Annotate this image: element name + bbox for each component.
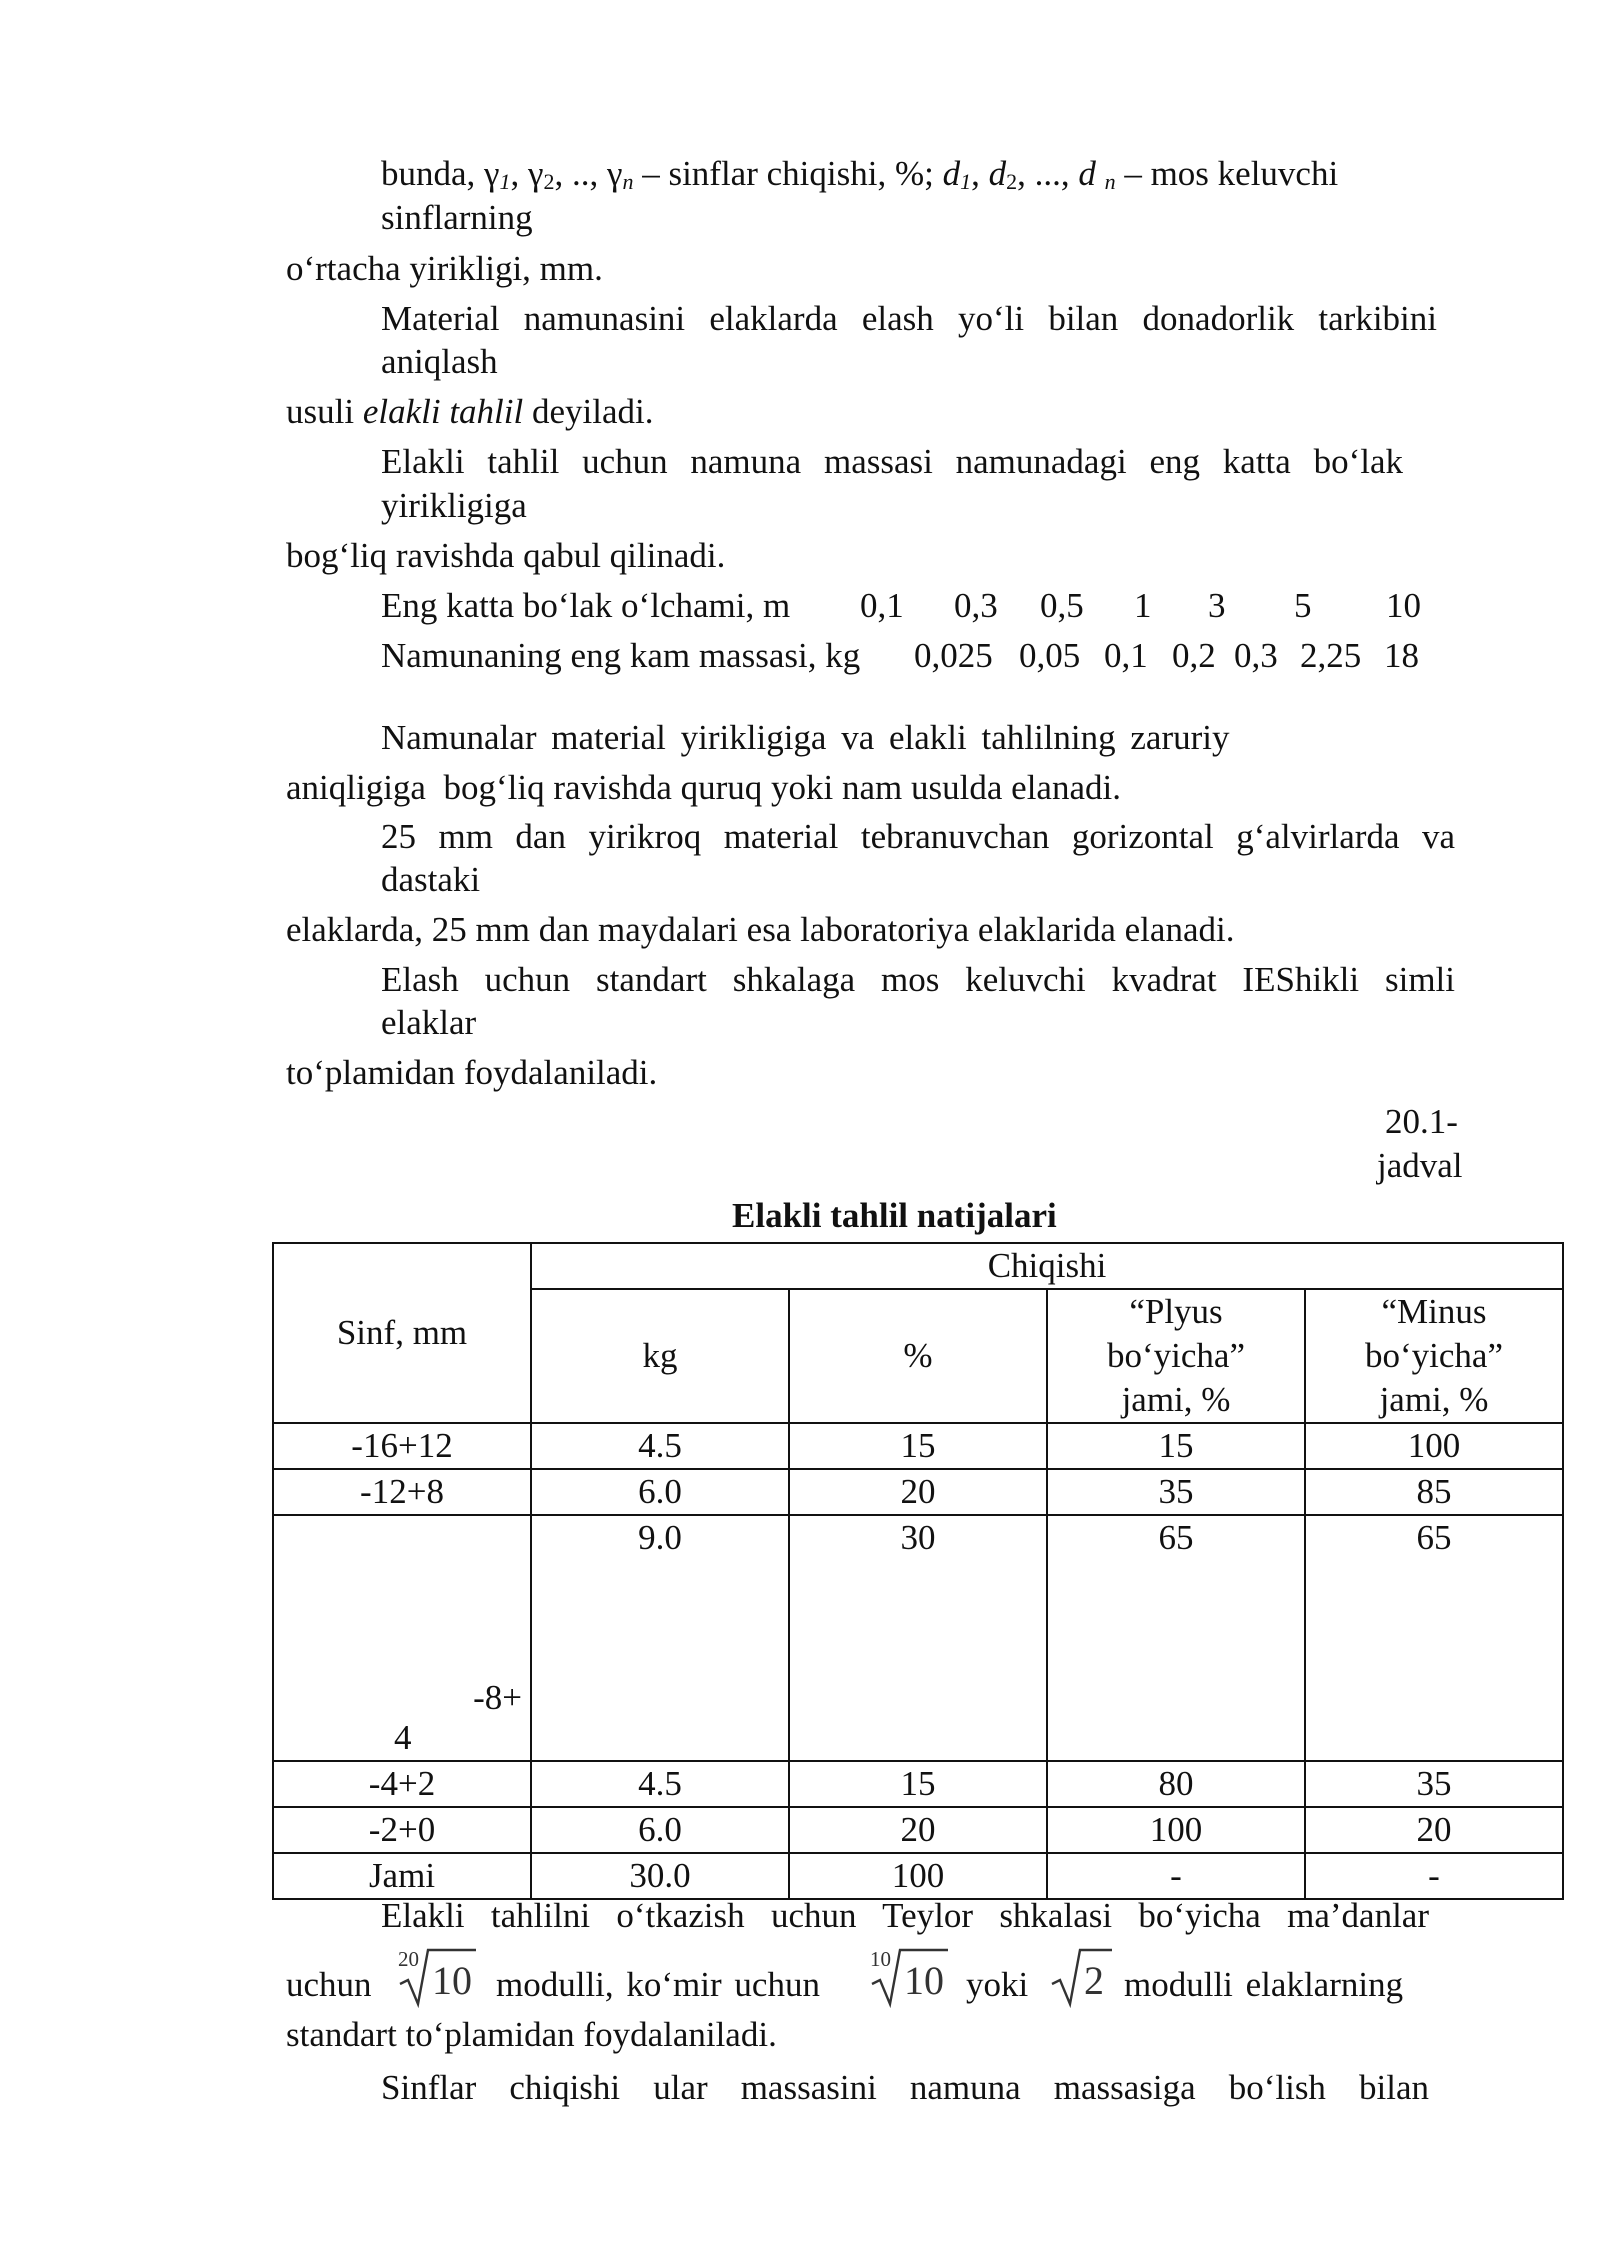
cell-sinf: -4+2 — [273, 1761, 531, 1807]
root-sqrt-2 — [1048, 1944, 1114, 2008]
cell-plus: 100 — [1047, 1807, 1305, 1853]
root-10-of-10 — [868, 1944, 950, 2008]
size-value: 5 — [1294, 586, 1312, 625]
p3-line2: yirikligiga — [381, 486, 527, 525]
p8-line3: standart to‘plamidan foydalaniladi. — [286, 2015, 777, 2054]
mass-value: 0,05 — [1019, 636, 1081, 675]
p8-yoki: yoki — [966, 1965, 1029, 2004]
cell-sinf-part1: -8+ — [473, 1678, 522, 1717]
cell-minus: 85 — [1305, 1469, 1563, 1515]
p6-line1: 25 mm dan yirikroq material tebranuvchan gorizontal g‘alvirlarda va — [381, 817, 1455, 856]
size-value: 1 — [1134, 586, 1152, 625]
table-row — [273, 1761, 1563, 1807]
cell-plus: 65 — [1047, 1515, 1305, 1761]
table-row-total — [273, 1853, 1563, 1899]
p8-line1: Elakli tahlilni o‘tkazish uchun Teylor shkalasi bo‘yicha ma’danlar — [381, 1896, 1429, 1935]
cell-percent: 20 — [789, 1469, 1047, 1515]
mass-value: 0,025 — [914, 636, 993, 675]
svg-text:10: 10 — [870, 1947, 891, 1971]
cell-percent: 30 — [789, 1515, 1047, 1761]
cell-sinf: -2+0 — [273, 1807, 531, 1853]
p1-line1: bunda, $\gamma_1$, $\gamma_2$, .., $\gamma_n$ – sinflar chiqishi, %; $d_1$, $d_2$, ..., d $_n$ – mos keluvchi — [381, 154, 1339, 194]
p7-line3: to‘plamidan foydalaniladi. — [286, 1053, 658, 1092]
header-chiqishi: Chiqishi — [531, 1243, 1563, 1289]
mass-value: 2,25 — [1300, 636, 1362, 675]
p9-line1: Sinflar chiqishi ular massasini namuna massasiga bo‘lish bilan — [381, 2068, 1429, 2107]
p5-line1: Namunalar material yirikligiga va elakli tahlilning zaruriy — [381, 718, 1230, 757]
size-row-label: Eng katta bo‘lak o‘lchami, m — [381, 586, 791, 625]
svg-text:20: 20 — [398, 1947, 419, 1971]
p6-line2: dastaki — [381, 860, 481, 899]
header-plus-total: “Plyus bo‘yicha” jami, % — [1047, 1289, 1305, 1423]
table-row — [273, 1469, 1563, 1515]
p2-line3: usuli elakli tahlil deyiladi. — [286, 392, 654, 431]
cell-kg: 4.5 — [531, 1761, 789, 1807]
cell-percent: 20 — [789, 1807, 1047, 1853]
table-row — [273, 1423, 1563, 1469]
cell-sinf — [273, 1515, 531, 1761]
p7-line1: Elash uchun standart shkalaga mos keluvchi kvadrat IEShikli simli — [381, 960, 1455, 999]
p2-line1: Material namunasini elaklarda elash yo‘li bilan donadorlik tarkibini — [381, 299, 1437, 338]
cell-plus: - — [1047, 1853, 1305, 1899]
results-table — [272, 1242, 1564, 1900]
mass-value: 18 — [1384, 636, 1419, 675]
header-minus-total: “Minus bo‘yicha” jami, % — [1305, 1289, 1563, 1423]
cell-kg: 9.0 — [531, 1515, 789, 1761]
table-number-label: jadval — [1377, 1146, 1463, 1185]
term-elakli-tahlil: elakli tahlil — [362, 392, 524, 431]
size-value: 3 — [1208, 586, 1226, 625]
cell-minus: 65 — [1305, 1515, 1563, 1761]
cell-percent: 100 — [789, 1853, 1047, 1899]
cell-minus: 35 — [1305, 1761, 1563, 1807]
cell-kg: 6.0 — [531, 1469, 789, 1515]
mass-value: 0,2 — [1172, 636, 1216, 675]
header-percent: % — [789, 1289, 1047, 1423]
root-20-of-10 — [396, 1944, 478, 2008]
p3-line3: bog‘liq ravishda qabul qilinadi. — [286, 536, 726, 575]
header-sinf: Sinf, mm — [273, 1243, 531, 1423]
p2-line2: aniqlash — [381, 342, 498, 381]
header-kg: kg — [531, 1289, 789, 1423]
cell-plus: 15 — [1047, 1423, 1305, 1469]
mass-value: 0,3 — [1234, 636, 1278, 675]
svg-text:10: 10 — [904, 1958, 944, 2003]
size-value: 0,3 — [954, 586, 998, 625]
cell-minus: 20 — [1305, 1807, 1563, 1853]
table-number: 20.1- — [1385, 1102, 1458, 1141]
size-value: 0,5 — [1040, 586, 1084, 625]
cell-sinf: -12+8 — [273, 1469, 531, 1515]
p6-line3: elaklarda, 25 mm dan maydalari esa laboratoriya elaklarida elanadi. — [286, 910, 1235, 949]
cell-kg: 30.0 — [531, 1853, 789, 1899]
p8-uchun: uchun — [286, 1965, 372, 2004]
size-value: 10 — [1386, 586, 1421, 625]
p8-modulli1: modulli, ko‘mir uchun — [496, 1965, 820, 2004]
size-value: 0,1 — [860, 586, 904, 625]
p1-line3: o‘rtacha yirikligi, mm. — [286, 249, 603, 288]
cell-minus: - — [1305, 1853, 1563, 1899]
cell-plus: 80 — [1047, 1761, 1305, 1807]
p3-line1: Elakli tahlil uchun namuna massasi namunadagi eng katta bo‘lak — [381, 442, 1403, 481]
svg-text:2: 2 — [1084, 1958, 1104, 2003]
mass-row-label: Namunaning eng kam massasi, kg — [381, 636, 861, 675]
cell-kg: 6.0 — [531, 1807, 789, 1853]
cell-sinf: -16+12 — [273, 1423, 531, 1469]
svg-text:10: 10 — [432, 1958, 472, 2003]
cell-kg: 4.5 — [531, 1423, 789, 1469]
cell-sinf: Jami — [273, 1853, 531, 1899]
p7-line2: elaklar — [381, 1003, 477, 1042]
mass-value: 0,1 — [1104, 636, 1148, 675]
cell-sinf-part2: 4 — [394, 1718, 412, 1757]
cell-minus: 100 — [1305, 1423, 1563, 1469]
p8-modulli2: modulli elaklarning — [1124, 1965, 1404, 2004]
p5-line2: aniqligiga bog‘liq ravishda quruq yoki nam usulda elanadi. — [286, 768, 1121, 807]
cell-percent: 15 — [789, 1423, 1047, 1469]
p1-line2: sinflarning — [381, 198, 533, 237]
table-title: Elakli tahlil natijalari — [732, 1196, 1057, 1235]
cell-percent: 15 — [789, 1761, 1047, 1807]
table-row — [273, 1807, 1563, 1853]
table-row — [273, 1515, 1563, 1761]
cell-plus: 35 — [1047, 1469, 1305, 1515]
